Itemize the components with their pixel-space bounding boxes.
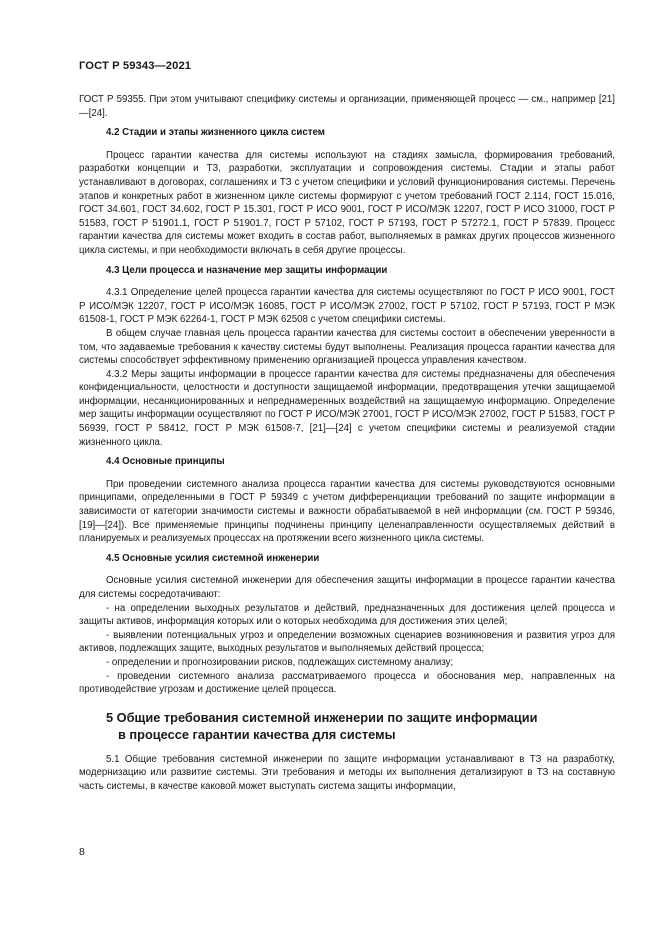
paragraph-4-5: Основные усилия системной инженерии для обеспечения защиты информации в процессе гарантии качества для системы сосредотачивают: [79, 575, 615, 600]
page-number: 8 [79, 846, 85, 858]
list-item: - проведении системного анализа рассматриваемого процесса и обоснования мер, направленных на противодействие угрозам и достижение целей процесса. [79, 670, 615, 696]
paragraph-4-2: Процесс гарантии качества для системы используют на стадиях замысла, формирования требований, разработки концепции и ТЗ, разработки, эксплуатации и сопровождения системы. Стадии и этапы работ устанавливают в договорах, соглашениях и ТЗ с учетом специфики и условий функционирования системы. Перечень этапов и конкретных работ в жизненном цикле системы формируют с учетом требований ГОСТ 2.114, ГОСТ 15.016, ГОСТ 34.601, ГОСТ 34.602, ГОСТ Р 15.301, ГОСТ Р ИСО 9001, ГОСТ Р ИСО/МЭК 12207, ГОСТ Р ИСО 31000, ГОСТ Р 51583, ГОСТ Р 51901.1, ГОСТ Р 51901.7, ГОСТ Р 57102, ГОСТ Р 57193, ГОСТ Р 57272.1, ГОСТ Р 57839. Процесс гарантии качества для системы может входить в состав работ, выполняемых в рамках других процессов жизненного цикла системы, и при необходимости включать в себя другие процессы. [79, 149, 615, 256]
paragraph-4-4: При проведении системного анализа процесса гарантии качества для системы руководствуются основными принципами, определенными в ГОСТ Р 59349 с учетом дифференциации требований по защите информации в зависимости от категории значимости системы и важности обрабатываемой в ней информации (см. ГОСТ Р 59346, [19]—[24]). Все применяемые принципы подчинены принципу целенаправленности осуществляемых действий в планируемых и реализуемых процессах на протяжении всего жизненного цикла системы. [79, 478, 615, 545]
document-body [79, 93, 615, 794]
list-item: - выявлении потенциальных угроз и определении возможных сценариев возникновения и развития угроз для активов, подлежащих защите, выходных результатов и выполняемых действий процесса; [79, 629, 615, 655]
section-heading-4-5: 4.5 Основные усилия системной инженерии [106, 552, 320, 564]
paragraph-5-1: 5.1 Общие требования системной инженерии по защите информации устанавливают в ТЗ на разработку, модернизацию или развитие системы. Эти требования и методы их выполнения детализируют в ТЗ на составную часть системы, в качестве каковой может выступать система защиты информации, [79, 753, 615, 792]
chapter-heading-5-line-2: в процессе гарантии качества для системы [118, 726, 396, 742]
paragraph-4-3-1: 4.3.1 Определение целей процесса гарантии качества для системы осуществляют по ГОСТ Р ИСО 9001, ГОСТ Р ИСО/МЭК 12207, ГОСТ Р ИСО/МЭК 16085, ГОСТ Р ИСО/МЭК 27002, ГОСТ Р 57102, ГОСТ Р 57193, ГОСТ Р МЭК 61508-1, ГОСТ Р МЭК 62264-1, ГОСТ Р МЭК 62508 с учетом специфики системы. [79, 287, 615, 326]
chapter-heading-5 [79, 709, 615, 743]
section-heading-4-3: 4.3 Цели процесса и назначение мер защиты информации [106, 264, 388, 276]
list-item: - определении и прогнозировании рисков, подлежащих системному анализу; [106, 656, 454, 668]
paragraph-4-3-2: 4.3.2 Меры защиты информации в процессе гарантии качества для системы предназначены для обеспечения конфиденциальности, целостности и доступности защищаемой информации, предотвращения утечки защищаемой информации, несанкционированных и непреднамеренных воздействий на защищаемую информацию. Определение мер защиты информации осуществляют по ГОСТ Р ИСО/МЭК 27001, ГОСТ Р ИСО/МЭК 27002, ГОСТ Р 51583, ГОСТ Р 56939, ГОСТ Р 58412, ГОСТ Р МЭК 61508-7, [21]—[24] с учетом специфики системы и реализуемой стадии жизненного цикла. [79, 368, 615, 448]
paragraph-continuation: ГОСТ Р 59355. При этом учитывают специфику системы и организации, применяющей процесс — см., например [21]—[24]. [79, 94, 615, 119]
paragraph-4-3-1-general: В общем случае главная цель процесса гарантии качества для системы состоит в обеспечении уверенности в том, что задаваемые требования к качеству системы будут выполнены. Реализация процесса гарантии качества для системы способствует эффективному применению организацией процесса управления качеством. [79, 327, 615, 367]
section-heading-4-4: 4.4 Основные принципы [106, 456, 225, 468]
document-header: ГОСТ Р 59343—2021 [79, 60, 192, 72]
section-heading-4-2: 4.2 Стадии и этапы жизненного цикла систем [106, 127, 325, 139]
chapter-heading-5-line-1: 5 Общие требования системной инженерии по защите информации [106, 709, 538, 725]
list-item: - на определении выходных результатов и действий, предназначенных для достижения целей процесса и защиты активов, информация которых или о которых необходима для достижения этих целей; [79, 602, 615, 628]
